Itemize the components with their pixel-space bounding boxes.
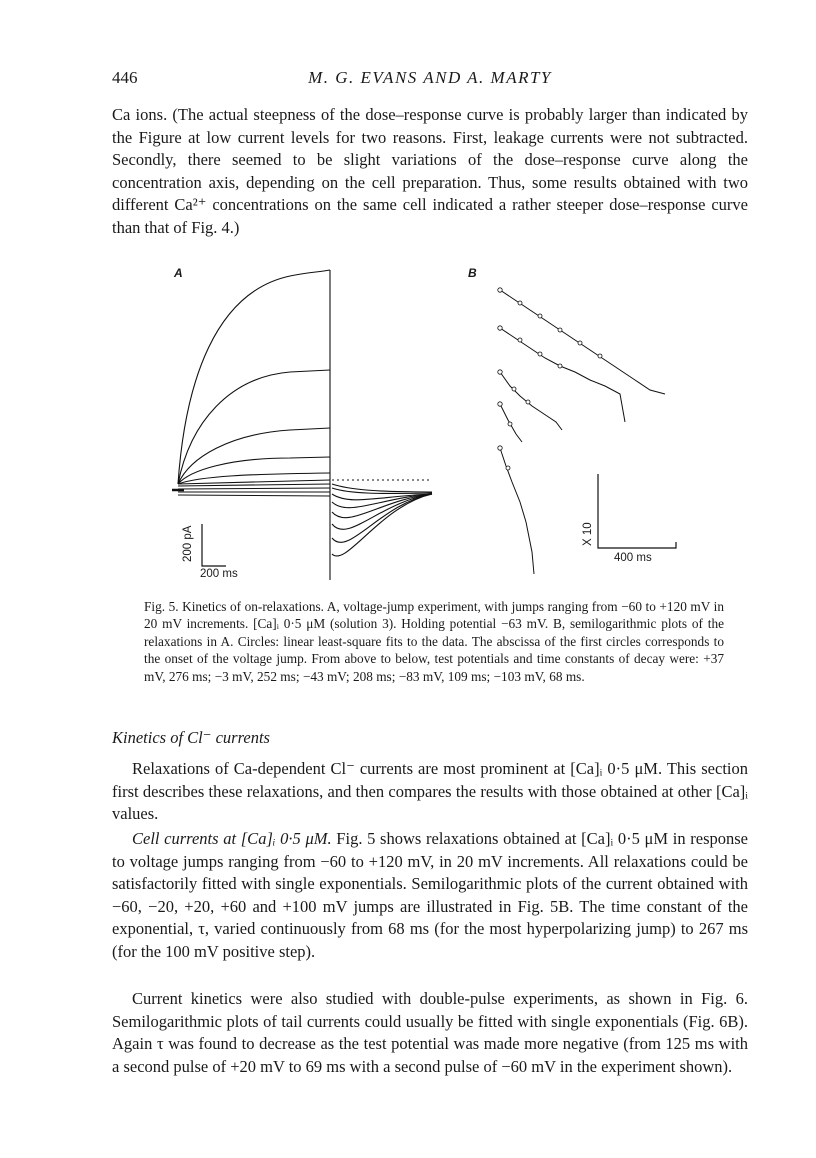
fit-circle xyxy=(526,400,530,404)
fit-circle xyxy=(558,328,562,332)
current-trace-120mV xyxy=(178,270,330,484)
semilog-trace-37mV xyxy=(500,290,665,394)
fit-circle xyxy=(512,387,516,391)
intro-paragraph: Ca ions. (The actual steepness of the dose–response curve is probably larger than indicated by the Figure at low current levels for two reasons. First, leakage currents were not subtracted. Secondly, there seemed to be slight variations of the dose–response curve along the concentration axis, depending on the cell preparation. Thus, some results obtained with two different Ca²⁺ concentrations on the same cell indicated a rather steeper dose–response curve than that of Fig. 4.) xyxy=(112,105,748,237)
fit-circle xyxy=(538,314,542,318)
fit-circle xyxy=(506,466,510,470)
body-paragraph-2 xyxy=(112,828,748,964)
fit-circle xyxy=(518,338,522,342)
fit-circle xyxy=(498,288,502,292)
current-trace-60mV xyxy=(178,457,330,484)
section-heading: Kinetics of Cl⁻ currents xyxy=(112,728,270,747)
tail-trace-7 xyxy=(332,494,432,542)
current-trace-neg60mV xyxy=(178,495,330,496)
fit-circle xyxy=(578,341,582,345)
current-trace-neg20mV xyxy=(178,488,330,489)
fit-circle xyxy=(538,352,542,356)
panel-a-scale-bar xyxy=(202,524,226,566)
scale-time-label: 200 ms xyxy=(200,568,238,580)
current-trace-0mV xyxy=(178,484,330,486)
panel-b-label: B xyxy=(468,266,477,280)
running-title: M. G. EVANS AND A. MARTY xyxy=(308,68,552,87)
tail-trace-8 xyxy=(332,494,432,556)
paragraph-2-text: Fig. 5 shows relaxations obtained at [Ca]ᵢ 0·5 μM in response to voltage jumps ranging from −60 to +120 mV, in 20 mV increments. All relaxations could be satisfactorily fitted with single exponentials. Semilogarithmic plots of the current obtained with −60, −20, +20, +60 and +100 mV jumps are illustrated in Fig. 5B. The time constant of the exponential, τ, varied continuously from 68 ms (for the most hyperpolarizing jump) to 267 ms (for the 100 mV positive step). xyxy=(112,829,748,961)
body-paragraph-3: Current kinetics were also studied with double-pulse experiments, as shown in Fig. 6. Semilogarithmic plots of tail currents could usually be fitted with single exponentials (Fig. 6B). Again τ was found to decrease as the test potential was made more negative (from 125 ms with a second pulse of +20 mV to 69 ms with a second pulse of −60 mV in the experiment shown). xyxy=(112,989,748,1076)
scale-current-label: 200 pA xyxy=(182,525,194,562)
body-paragraph-1: Relaxations of Ca-dependent Cl⁻ currents are most prominent at [Ca]ᵢ 0·5 μM. This section first describes these relaxations, and then compares the results with those obtained at other [Ca]ᵢ values. xyxy=(112,759,748,824)
fit-circle xyxy=(498,370,502,374)
current-trace-100mV xyxy=(178,370,330,484)
fit-circle xyxy=(558,364,562,368)
panel-a-traces xyxy=(172,270,432,580)
figure-5-plots xyxy=(160,262,700,592)
fit-circle xyxy=(498,402,502,406)
scale-factor-label: X 10 xyxy=(582,522,594,546)
current-trace-80mV xyxy=(178,428,330,484)
scale-b-time-label: 400 ms xyxy=(614,552,652,564)
fit-circle xyxy=(518,301,522,305)
current-trace-20mV xyxy=(178,480,330,484)
page-number: 446 xyxy=(112,68,138,87)
fit-circles xyxy=(498,288,602,470)
semilog-trace-neg103mV xyxy=(500,448,534,574)
fit-circle xyxy=(498,446,502,450)
panel-a-label: A xyxy=(174,266,183,280)
paragraph-lead: Cell currents at [Ca]ᵢ 0·5 μM. xyxy=(132,829,332,848)
semilog-trace-neg3mV xyxy=(500,328,625,422)
fit-circle xyxy=(598,354,602,358)
figure-caption: Fig. 5. Kinetics of on-relaxations. A, voltage-jump experiment, with jumps ranging from −60 to +120 mV in 20 mV increments. [Ca]ᵢ 0·5 μM (solution 3). Holding potential −63 mV. B, semilogarithmic plots of the relaxations in A. Circles: linear least-square fits to the data. The abscissa of the first circles corresponds to the onset of the voltage jump. From above to below, test potentials and time constants of decay were: +37 mV, 276 ms; −3 mV, 252 ms; −43 mV; 208 ms; −83 mV, 109 ms; −103 mV, 68 ms. xyxy=(144,599,724,684)
fit-circle xyxy=(508,422,512,426)
page-header xyxy=(112,68,748,92)
figure-5 xyxy=(160,262,700,592)
panel-b-scale-bar xyxy=(598,474,676,548)
fit-circle xyxy=(498,326,502,330)
